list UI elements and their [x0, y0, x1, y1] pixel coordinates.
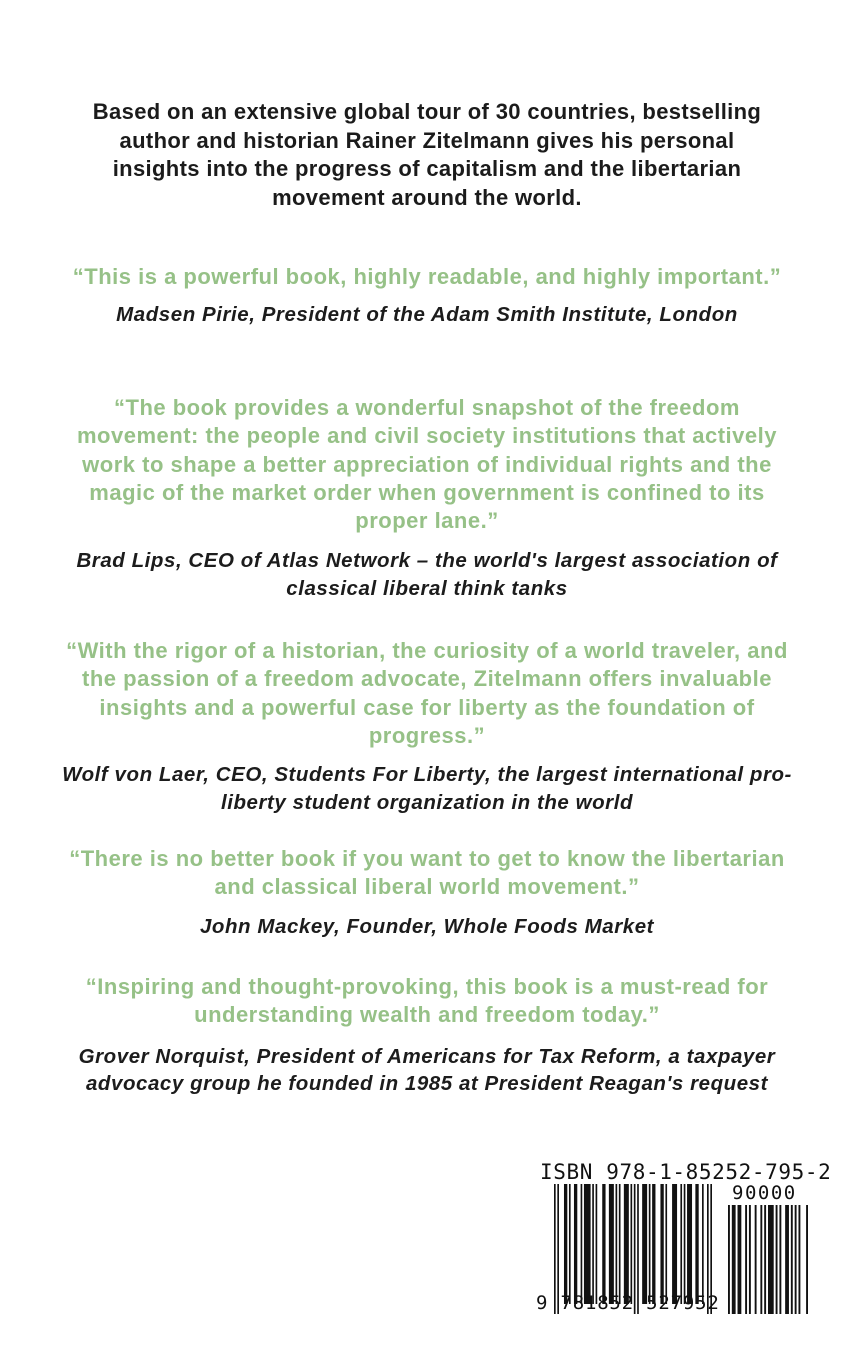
blurb-attribution: Madsen Pirie, President of the Adam Smith Institute, London — [116, 303, 738, 327]
blurb-quote: “There is no better book if you want to get to know the libertarian and classical liberal world movement.” — [69, 846, 785, 900]
blurb-quote: “With the rigor of a historian, the curiosity of a world traveler, and the passion of a freedom advocate, Zitelmann offers invaluable insights and a powerful case for liberty as the foundation of progress.” — [66, 638, 788, 748]
blurb-attribution: Grover Norquist, President of Americans for Tax Reform, a taxpayer advocacy group he founded in 1985 at President Reagan's request — [78, 1044, 776, 1096]
blurb-mackey — [60, 845, 794, 940]
blurb-quote: “The book provides a wonderful snapshot of the freedom movement: the people and civil society institutions that actively work to shape a better appreciation of individual rights and the magic of the market order when government is confined to its proper lane.” — [77, 395, 777, 534]
blurb-lips — [60, 394, 794, 602]
blurb-attribution: Wolf von Laer, CEO, Students For Liberty, the largest international pro-liberty student organization in the world — [62, 763, 792, 814]
blurb-von-laer — [60, 637, 794, 816]
isbn-barcode — [532, 1158, 832, 1320]
blurb-norquist — [60, 973, 794, 1098]
barcode-addon-bars-icon — [728, 1205, 808, 1314]
blurb-attribution: John Mackey, Founder, Whole Foods Market — [199, 914, 655, 938]
ean-digits: 9 781852 527952 — [536, 1292, 720, 1314]
price-code: 90000 — [732, 1182, 797, 1204]
blurb-quote: “Inspiring and thought-provoking, this book is a must-read for understanding wealth and freedom today.” — [85, 974, 769, 1028]
isbn-label: ISBN 978-1-85252-795-2 — [540, 1160, 832, 1184]
blurb-quote: “This is a powerful book, highly readable, and highly important.” — [72, 264, 782, 289]
blurb-attribution: Brad Lips, CEO of Atlas Network – the world's largest association of classical liberal think tanks — [76, 549, 778, 600]
intro-paragraph: Based on an extensive global tour of 30 countries, bestselling author and historian Rainer Zitelmann gives his personal insights into the progress of capitalism and the libertarian movement around the world. — [92, 99, 762, 210]
blurb-pirie — [60, 263, 794, 329]
